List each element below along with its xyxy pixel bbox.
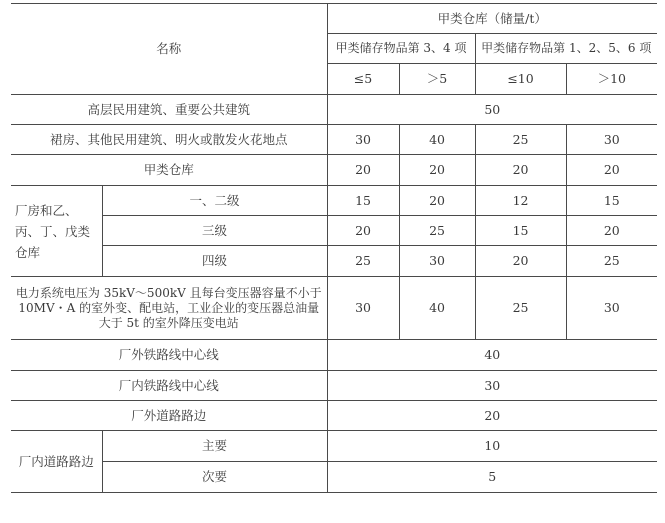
header-threshold: ＞5 [399,64,475,95]
row-value: 25 [399,216,475,246]
row-value: 30 [566,277,657,340]
row-value: 20 [327,401,657,431]
row-value: 10 [327,431,657,462]
row-value: 25 [475,277,566,340]
table-row [11,371,657,401]
table-row [11,277,657,340]
row-value: 15 [327,186,399,216]
table-row [11,340,657,371]
row-value: 30 [327,371,657,401]
table-row [11,462,657,493]
row-value: 20 [327,155,399,186]
table-row [11,186,657,216]
row-value: 20 [399,155,475,186]
row-subname: 一、二级 [102,186,327,216]
header-subgroup-2: 甲类储存物品第 1、2、5、6 项 [475,34,657,64]
row-value: 20 [566,155,657,186]
table-row [11,246,657,277]
row-subname: 三级 [102,216,327,246]
header-threshold: ≤10 [475,64,566,95]
header-name: 名称 [11,4,327,95]
table-row [11,155,657,186]
row-value: 20 [566,216,657,246]
row-value: 12 [475,186,566,216]
header-threshold: ＞10 [566,64,657,95]
row-subname: 四级 [102,246,327,277]
header-subgroup-1: 甲类储存物品第 3、4 项 [327,34,475,64]
table-row [11,95,657,125]
row-subname: 次要 [102,462,327,493]
row-value: 30 [399,246,475,277]
row-name: 厂外铁路线中心线 [11,340,327,371]
table-row [11,125,657,155]
row-name: 电力系统电压为 35kV～500kV 且每台变压器容量不小于 10MV・A 的室外变、配电站，工业企业的变压器总油量大于 5t 的室外降压变电站 [11,277,327,340]
row-value: 30 [327,125,399,155]
row-group: 厂内道路路边 [11,431,102,493]
row-value: 20 [399,186,475,216]
header-group: 甲类仓库（储量/t） [327,4,657,34]
row-name: 厂外道路路边 [11,401,327,431]
row-value: 25 [566,246,657,277]
row-value: 25 [475,125,566,155]
row-name: 高层民用建筑、重要公共建筑 [11,95,327,125]
row-subname: 主要 [102,431,327,462]
row-name: 厂内铁路线中心线 [11,371,327,401]
row-name: 甲类仓库 [11,155,327,186]
row-value: 30 [566,125,657,155]
row-value: 5 [327,462,657,493]
row-value: 40 [399,125,475,155]
header-threshold: ≤5 [327,64,399,95]
row-name: 裙房、其他民用建筑、明火或散发火花地点 [11,125,327,155]
distance-spec-table [11,3,657,493]
table-row [11,216,657,246]
table-row [11,401,657,431]
row-value: 50 [327,95,657,125]
row-value: 20 [327,216,399,246]
row-value: 40 [399,277,475,340]
row-value: 20 [475,155,566,186]
row-value: 25 [327,246,399,277]
row-value: 30 [327,277,399,340]
table-row [11,431,657,462]
row-value: 40 [327,340,657,371]
row-group: 厂房和乙、丙、丁、戊类仓库 [11,186,102,277]
row-value: 20 [475,246,566,277]
row-value: 15 [475,216,566,246]
row-value: 15 [566,186,657,216]
